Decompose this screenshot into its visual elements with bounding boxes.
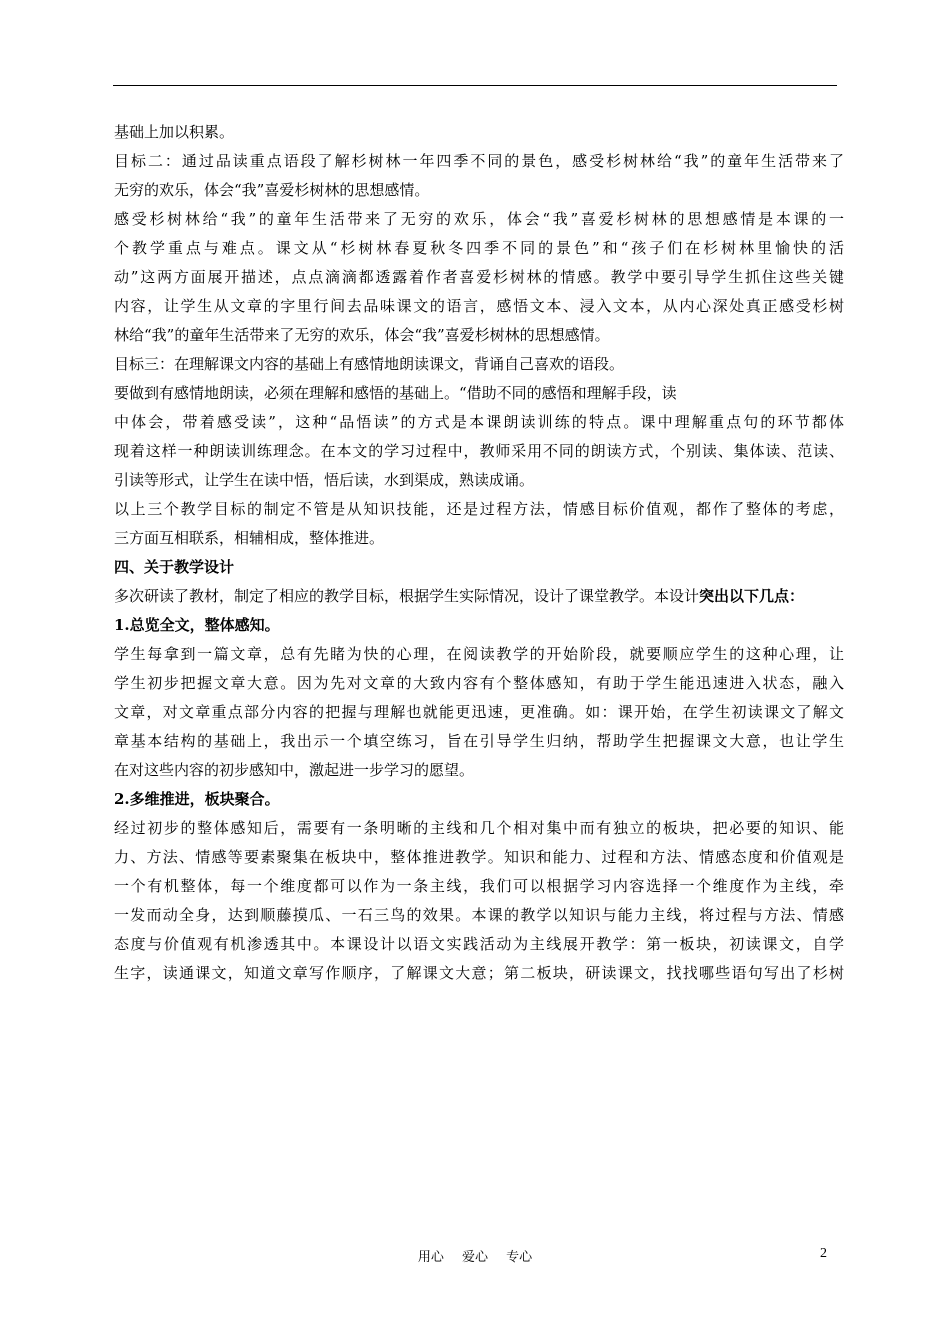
- line-text: 生字，读通课文，知道文章写作顺序，了解课文大意；第二板块，研读课文，找找哪些语句写出了杉树: [114, 964, 844, 982]
- section-heading: [114, 611, 844, 640]
- paragraph-line: [114, 350, 844, 379]
- paragraph-line: [114, 379, 844, 408]
- line-text: 要做到有感情地朗读，必须在理解和感悟的基础上。“借助不同的感悟和理解手段，读: [114, 384, 677, 402]
- line-text: 无穷的欢乐，体会“我”喜爱杉树林的思想感情。: [114, 181, 430, 199]
- paragraph-line: [114, 234, 844, 263]
- paragraph-line: [114, 698, 844, 727]
- line-text: 三方面互相联系，相辅相成，整体推进。: [114, 529, 385, 547]
- paragraph-line: [114, 437, 844, 466]
- line-text: 2.多维推进，板块聚合。: [114, 790, 280, 808]
- line-text: 基础上加以积累。: [114, 123, 235, 141]
- line-text: 文章，对文章重点部分内容的把握与理解也就能更迅速，更准确。如：课开始，在学生初读课文了解文: [114, 703, 844, 721]
- line-text: 学生每拿到一篇文章，总有先睹为快的心理，在阅读教学的开始阶段，就要顺应学生的这种心理，让: [114, 645, 844, 663]
- paragraph-line: [114, 582, 844, 611]
- paragraph-line: [114, 930, 844, 959]
- line-text: 多次研读了教材，制定了相应的教学目标，根据学生实际情况，设计了课堂教学。本设计: [114, 587, 700, 605]
- line-text: 动”这两方面展开描述，点点滴滴都透露着作者喜爱杉树林的情感。教学中要引导学生抓住这些关键: [114, 268, 844, 286]
- paragraph-line: [114, 408, 844, 437]
- line-text: 中体会，带着感受读”，这种“品悟读”的方式是本课朗读训练的特点。课中理解重点句的环节都体: [114, 413, 844, 431]
- header-rule: [113, 85, 837, 86]
- line-text: 目标二：通过品读重点语段了解杉树林一年四季不同的景色，感受杉树林给“我”的童年生活带来了: [114, 152, 844, 170]
- line-text: 内容，让学生从文章的字里行间去品味课文的语言，感悟文本、浸入文本，从内心深处真正感受杉树: [114, 297, 844, 315]
- line-text: 经过初步的整体感知后，需要有一条明晰的主线和几个相对集中而有独立的板块，把必要的知识、能: [114, 819, 844, 837]
- line-text: 引读等形式，让学生在读中悟，悟后读，水到渠成，熟读成诵。: [114, 471, 535, 489]
- line-text: 1.总览全文，整体感知。: [114, 616, 280, 634]
- line-text: 一发而动全身，达到顺藤摸瓜、一石三鸟的效果。本课的教学以知识与能力主线，将过程与方法、情感: [114, 906, 844, 924]
- paragraph-line: [114, 843, 844, 872]
- paragraph-line: [114, 959, 844, 988]
- paragraph-line: [114, 292, 844, 321]
- paragraph-line: [114, 756, 844, 785]
- page-number: 2: [820, 1246, 827, 1261]
- paragraph-line: [114, 118, 844, 147]
- line-text: 感受杉树林给“我”的童年生活带来了无穷的欢乐，体会“我”喜爱杉树林的思想感情是本课的一: [114, 210, 844, 228]
- paragraph-line: [114, 814, 844, 843]
- line-text: 学生初步把握文章大意。因为先对文章的大致内容有个整体感知，有助于学生能迅速进入状态，融入: [114, 674, 844, 692]
- paragraph-line: [114, 524, 844, 553]
- paragraph-line: [114, 872, 844, 901]
- section-heading: [114, 785, 844, 814]
- paragraph-line: [114, 466, 844, 495]
- line-text: 现着这样一种朗读训练理念。在本文的学习过程中，教师采用不同的朗读方式，个别读、集体读、范读、: [114, 442, 844, 460]
- line-text: 章基本结构的基础上，我出示一个填空练习，旨在引导学生归纳，帮助学生把握课文大意，也让学生: [114, 732, 844, 750]
- line-text: 在对这些内容的初步感知中，激起进一步学习的愿望。: [114, 761, 475, 779]
- line-text: 态度与价值观有机渗透其中。本课设计以语文实践活动为主线展开教学：第一板块，初读课文，自学: [114, 935, 844, 953]
- document-body: [114, 118, 844, 988]
- section-heading: [114, 553, 844, 582]
- line-bold-text: 突出以下几点：: [699, 587, 805, 605]
- paragraph-line: [114, 176, 844, 205]
- paragraph-line: [114, 495, 844, 524]
- line-text: 力、方法、情感等要素聚集在板块中，整体推进教学。知识和能力、过程和方法、情感态度和价值观是: [114, 848, 844, 866]
- footer-motto: 用心 爱心 专心: [417, 1250, 533, 1265]
- paragraph-line: [114, 669, 844, 698]
- paragraph-line: [114, 321, 844, 350]
- line-text: 个教学重点与难点。课文从“杉树林春夏秋冬四季不同的景色”和“孩子们在杉树林里愉快的活: [114, 239, 844, 257]
- line-text: 一个有机整体，每一个维度都可以作为一条主线，我们可以根据学习内容选择一个维度作为主线，牵: [114, 877, 844, 895]
- paragraph-line: [114, 205, 844, 234]
- paragraph-line: [114, 640, 844, 669]
- line-text: 林给“我”的童年生活带来了无穷的欢乐，体会“我”喜爱杉树林的思想感情。: [114, 326, 610, 344]
- line-text: 目标三：在理解课文内容的基础上有感情地朗读课文，背诵自己喜欢的语段。: [114, 355, 625, 373]
- paragraph-line: [114, 263, 844, 292]
- line-text: 四、关于教学设计: [114, 558, 235, 576]
- paragraph-line: [114, 727, 844, 756]
- line-text: 以上三个教学目标的制定不管是从知识技能，还是过程方法，情感目标价值观，都作了整体的考虑，: [114, 500, 844, 518]
- paragraph-line: [114, 901, 844, 930]
- paragraph-line: [114, 147, 844, 176]
